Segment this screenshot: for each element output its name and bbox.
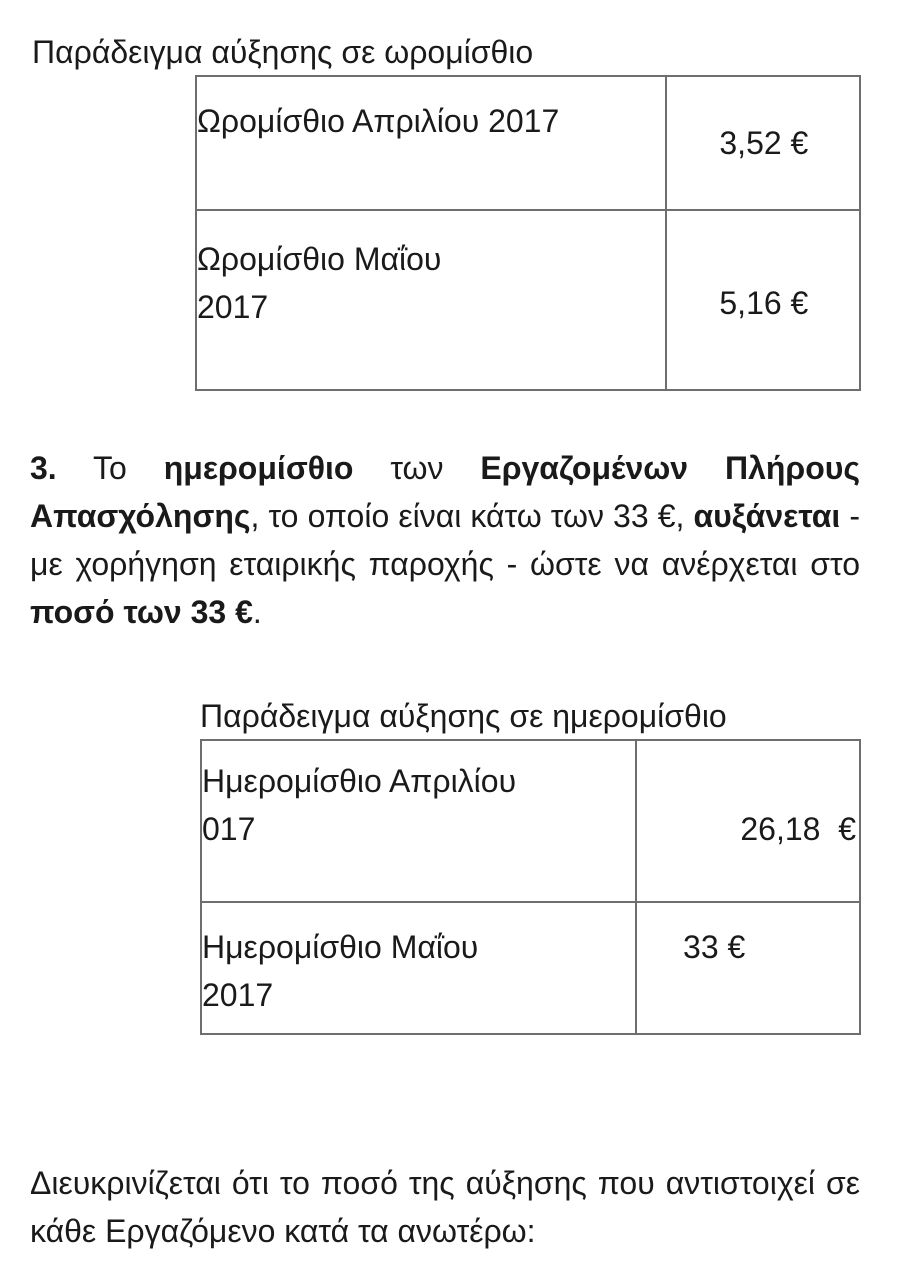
- row-value: 5,16 €: [719, 285, 809, 321]
- daily-table: [200, 739, 861, 1035]
- table-row: [196, 76, 860, 210]
- table-cell-label: [196, 210, 666, 390]
- row-value: 26,18 €: [740, 811, 857, 847]
- daily-caption: Παράδειγμα αύξησης σε ημερομίσθιο: [200, 698, 727, 734]
- row-label-line1: Ημερομίσθιο Απριλίου: [202, 763, 517, 799]
- text-segment: .: [252, 594, 262, 630]
- table-cell-label: [196, 76, 666, 210]
- bold-segment: Εργαζομένων Πλήρους Απασχόλησης: [30, 450, 861, 534]
- bold-segment: αυξάνεται: [693, 498, 841, 534]
- table-cell-value: [666, 76, 860, 210]
- hourly-caption: Παράδειγμα αύξησης σε ωρομίσθιο: [32, 34, 534, 70]
- table-row: [201, 740, 860, 902]
- point-number: 3.: [30, 450, 57, 486]
- text-segment: , το οποίο είναι κάτω των 33 €,: [250, 498, 685, 534]
- point-3-paragraph: [30, 444, 860, 636]
- table-cell-value: [636, 902, 860, 1034]
- table-cell-label: [201, 902, 636, 1034]
- table-cell-value: [636, 740, 860, 902]
- row-value: 33 €: [683, 929, 746, 965]
- bold-segment: ημερομίσθιο: [163, 450, 354, 486]
- bold-segment: ποσό των 33 €: [30, 594, 253, 630]
- row-label-line1: Ωρομίσθιο Μαΐου: [197, 241, 442, 277]
- table-cell-value: [666, 210, 860, 390]
- text-segment: των: [390, 450, 444, 486]
- text-segment: - με χορήγηση εταιρικής παροχής - ώστε να ανέρχεται στο: [30, 498, 861, 582]
- clarification-paragraph: Διευκρινίζεται ότι το ποσό της αύξησης που αντιστοιχεί σε κάθε Εργαζόμενο κατά τα ανωτέρω:: [30, 1165, 860, 1249]
- row-label-line2: 017: [202, 811, 256, 847]
- row-value: 3,52 €: [719, 125, 809, 161]
- row-label: Ωρομίσθιο Απριλίου 2017: [197, 103, 560, 139]
- row-label-line1: Ημερομίσθιο Μαΐου: [202, 929, 479, 965]
- table-row: [196, 210, 860, 390]
- table-row: [201, 902, 860, 1034]
- row-label-line2: 2017: [197, 289, 269, 325]
- hourly-table: [195, 75, 861, 391]
- table-cell-label: [201, 740, 636, 902]
- text-segment: Το: [92, 450, 127, 486]
- row-label-line2: 2017: [202, 977, 274, 1013]
